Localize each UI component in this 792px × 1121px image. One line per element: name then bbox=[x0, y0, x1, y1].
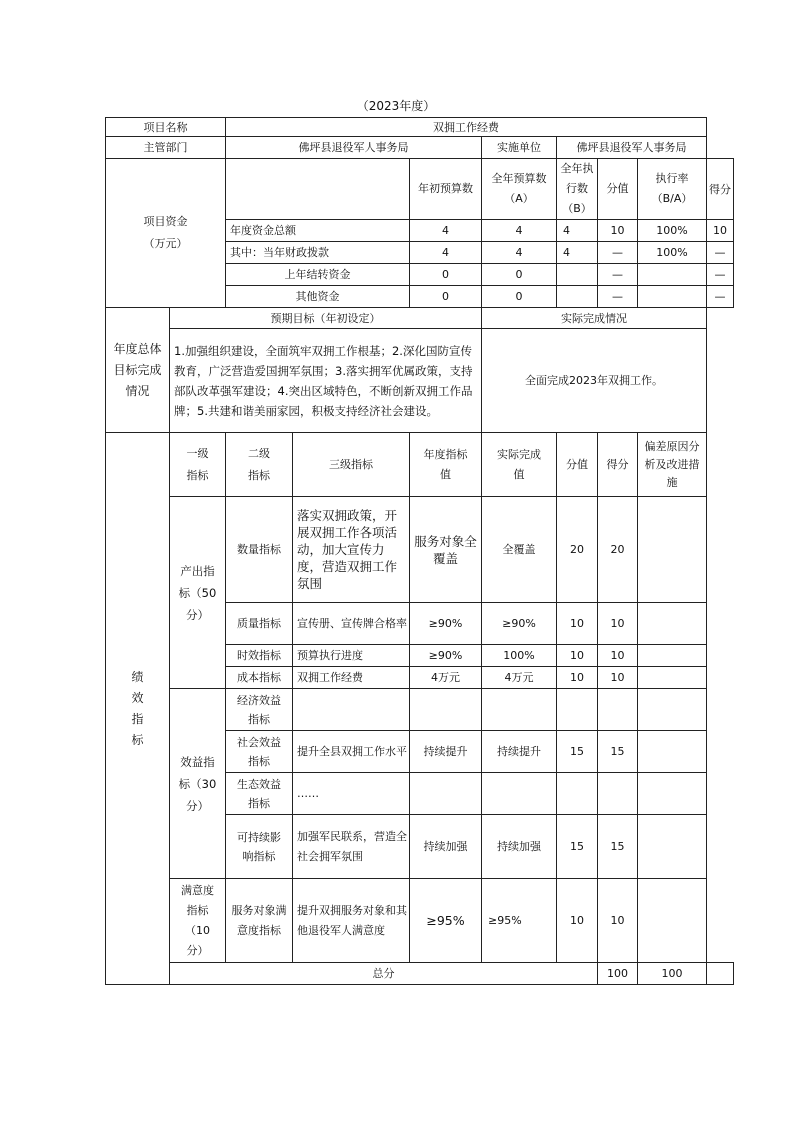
perf-header-score: 得分 bbox=[598, 433, 638, 497]
funds-header-score: 得分 bbox=[707, 159, 734, 220]
funds-row-executed bbox=[557, 286, 598, 308]
satisfaction-label: 满意度指标（10分） bbox=[170, 879, 226, 963]
perf-header-level3: 三级指标 bbox=[293, 433, 410, 497]
benefit-row-score-value bbox=[557, 773, 598, 815]
goals-actual-header: 实际完成情况 bbox=[482, 308, 707, 329]
output-row-level2: 时效指标 bbox=[226, 645, 293, 667]
output-row-score: 10 bbox=[598, 667, 638, 689]
benefit-row-score-value: 15 bbox=[557, 731, 598, 773]
benefit-row-actual: 持续加强 bbox=[482, 815, 557, 879]
perf-header-target: 年度指标值 bbox=[410, 433, 482, 497]
goals-actual-text: 全面完成2023年双拥工作。 bbox=[482, 329, 707, 433]
funds-row-initial: 0 bbox=[410, 264, 482, 286]
output-row-target: 服务对象全覆盖 bbox=[410, 497, 482, 603]
funds-row-rate: 100% bbox=[638, 242, 707, 264]
output-row-level3: 双拥工作经费 bbox=[293, 667, 410, 689]
benefit-row-score bbox=[598, 773, 638, 815]
funds-row-annual: 0 bbox=[482, 286, 557, 308]
satisfaction-row-deviation bbox=[638, 879, 707, 963]
perf-header-actual: 实际完成值 bbox=[482, 433, 557, 497]
output-row-actual: ≥90% bbox=[482, 603, 557, 645]
output-row-score-value: 10 bbox=[557, 645, 598, 667]
perf-header-deviation: 偏差原因分析及改进措施 bbox=[638, 433, 707, 497]
funds-row-score-value: — bbox=[598, 264, 638, 286]
satisfaction-row-target: ≥95% bbox=[410, 879, 482, 963]
funds-row-rate bbox=[638, 264, 707, 286]
benefit-row-level3 bbox=[293, 689, 410, 731]
output-row-level3: 落实双拥政策，开展双拥工作各项活动，加大宣传力度，营造双拥工作氛围 bbox=[293, 497, 410, 603]
benefit-row-target: 持续提升 bbox=[410, 731, 482, 773]
output-row-actual: 全覆盖 bbox=[482, 497, 557, 603]
goals-expected-header: 预期目标（年初设定） bbox=[170, 308, 482, 329]
benefit-label: 效益指标（30分） bbox=[170, 689, 226, 879]
output-row-deviation bbox=[638, 667, 707, 689]
benefit-row-target: 持续加强 bbox=[410, 815, 482, 879]
total-label: 总分 bbox=[170, 963, 598, 985]
dept-label: 主管部门 bbox=[106, 137, 226, 159]
output-row-score-value: 20 bbox=[557, 497, 598, 603]
funds-row-score-value: 10 bbox=[598, 220, 638, 242]
goals-expected-text: 1.加强组织建设，全面筑牢双拥工作根基；2.深化国防宣传教育，广泛营造爱国拥军氛围；3.落实拥军优属政策，支持部队改革强军建设；4.突出区域特色，不断创新双拥工作品牌；5.共建和谐美丽家园，积极支持经济社会建设。 bbox=[170, 329, 482, 433]
benefit-row-score bbox=[598, 689, 638, 731]
output-row-score: 10 bbox=[598, 645, 638, 667]
benefit-row-actual bbox=[482, 689, 557, 731]
funds-label: 项目资金 （万元） bbox=[106, 159, 226, 308]
funds-row-annual: 4 bbox=[482, 242, 557, 264]
benefit-row-level2: 生态效益指标 bbox=[226, 773, 293, 815]
benefit-row-score: 15 bbox=[598, 731, 638, 773]
output-row-actual: 100% bbox=[482, 645, 557, 667]
output-row-level2: 质量指标 bbox=[226, 603, 293, 645]
benefit-row-score-value bbox=[557, 689, 598, 731]
satisfaction-row-score: 10 bbox=[598, 879, 638, 963]
output-row-score: 20 bbox=[598, 497, 638, 603]
output-row-deviation bbox=[638, 645, 707, 667]
funds-row-score: — bbox=[707, 286, 734, 308]
project-name-value: 双拥工作经费 bbox=[226, 118, 707, 137]
funds-row-name: 其他资金 bbox=[226, 286, 410, 308]
benefit-row-actual bbox=[482, 773, 557, 815]
funds-row-initial: 4 bbox=[410, 242, 482, 264]
funds-row-rate bbox=[638, 286, 707, 308]
funds-header-blank bbox=[226, 159, 410, 220]
benefit-row-target bbox=[410, 773, 482, 815]
funds-row-name: 其中：当年财政拨款 bbox=[226, 242, 410, 264]
output-row-level3: 预算执行进度 bbox=[293, 645, 410, 667]
output-row-score-value: 10 bbox=[557, 603, 598, 645]
output-row-level2: 数量指标 bbox=[226, 497, 293, 603]
funds-row-initial: 4 bbox=[410, 220, 482, 242]
funds-header-score-value: 分值 bbox=[598, 159, 638, 220]
funds-header-rate: 执行率（B/A） bbox=[638, 159, 707, 220]
goals-label: 年度总体目标完成情况 bbox=[106, 308, 170, 433]
output-row-deviation bbox=[638, 497, 707, 603]
funds-header-executed: 全年执行数（B） bbox=[557, 159, 598, 220]
year-label: （2023年度） bbox=[356, 99, 436, 113]
funds-row-name: 上年结转资金 bbox=[226, 264, 410, 286]
output-row-score: 10 bbox=[598, 603, 638, 645]
total-score-value: 100 bbox=[598, 963, 638, 985]
perf-header-score-value: 分值 bbox=[557, 433, 598, 497]
benefit-row-deviation bbox=[638, 815, 707, 879]
performance-table bbox=[105, 117, 734, 985]
funds-row-score: 10 bbox=[707, 220, 734, 242]
impl-value: 佛坪县退役军人事务局 bbox=[557, 137, 707, 159]
benefit-row-deviation bbox=[638, 689, 707, 731]
satisfaction-row-score-value: 10 bbox=[557, 879, 598, 963]
funds-row-score-value: — bbox=[598, 286, 638, 308]
output-label: 产出指标（50分） bbox=[170, 497, 226, 689]
funds-row-initial: 0 bbox=[410, 286, 482, 308]
funds-row-executed: 4 bbox=[557, 242, 598, 264]
project-name-label: 项目名称 bbox=[106, 118, 226, 137]
dept-value: 佛坪县退役军人事务局 bbox=[226, 137, 482, 159]
funds-row-rate: 100% bbox=[638, 220, 707, 242]
output-row-level2: 成本指标 bbox=[226, 667, 293, 689]
output-row-target: ≥90% bbox=[410, 603, 482, 645]
perf-label: 绩效指标 bbox=[106, 433, 170, 985]
output-row-score-value: 10 bbox=[557, 667, 598, 689]
output-row-level3: 宣传册、宣传牌合格率 bbox=[293, 603, 410, 645]
funds-row-annual: 0 bbox=[482, 264, 557, 286]
benefit-row-level2: 经济效益指标 bbox=[226, 689, 293, 731]
benefit-row-level2: 可持续影响指标 bbox=[226, 815, 293, 879]
benefit-row-level3: 提升全县双拥工作水平 bbox=[293, 731, 410, 773]
funds-row-name: 年度资金总额 bbox=[226, 220, 410, 242]
funds-row-score: — bbox=[707, 264, 734, 286]
total-deviation bbox=[707, 963, 734, 985]
funds-header-annual: 全年预算数（A） bbox=[482, 159, 557, 220]
output-row-deviation bbox=[638, 603, 707, 645]
output-row-target: 4万元 bbox=[410, 667, 482, 689]
benefit-row-actual: 持续提升 bbox=[482, 731, 557, 773]
benefit-row-deviation bbox=[638, 773, 707, 815]
output-row-actual: 4万元 bbox=[482, 667, 557, 689]
satisfaction-row-actual: ≥95% bbox=[482, 879, 557, 963]
funds-row-executed: 4 bbox=[557, 220, 598, 242]
benefit-row-score: 15 bbox=[598, 815, 638, 879]
benefit-row-level3: …… bbox=[293, 773, 410, 815]
funds-header-initial: 年初预算数 bbox=[410, 159, 482, 220]
benefit-row-level2: 社会效益指标 bbox=[226, 731, 293, 773]
perf-header-level1: 一级指标 bbox=[170, 433, 226, 497]
benefit-row-score-value: 15 bbox=[557, 815, 598, 879]
benefit-row-deviation bbox=[638, 731, 707, 773]
satisfaction-row-level3: 提升双拥服务对象和其他退役军人满意度 bbox=[293, 879, 410, 963]
funds-row-score: — bbox=[707, 242, 734, 264]
impl-label: 实施单位 bbox=[482, 137, 557, 159]
funds-row-score-value: — bbox=[598, 242, 638, 264]
funds-row-executed bbox=[557, 264, 598, 286]
total-score: 100 bbox=[638, 963, 707, 985]
benefit-row-target bbox=[410, 689, 482, 731]
satisfaction-row-level2: 服务对象满意度指标 bbox=[226, 879, 293, 963]
benefit-row-level3: 加强军民联系，营造全社会拥军氛围 bbox=[293, 815, 410, 879]
perf-header-level2: 二级指标 bbox=[226, 433, 293, 497]
funds-row-annual: 4 bbox=[482, 220, 557, 242]
output-row-target: ≥90% bbox=[410, 645, 482, 667]
